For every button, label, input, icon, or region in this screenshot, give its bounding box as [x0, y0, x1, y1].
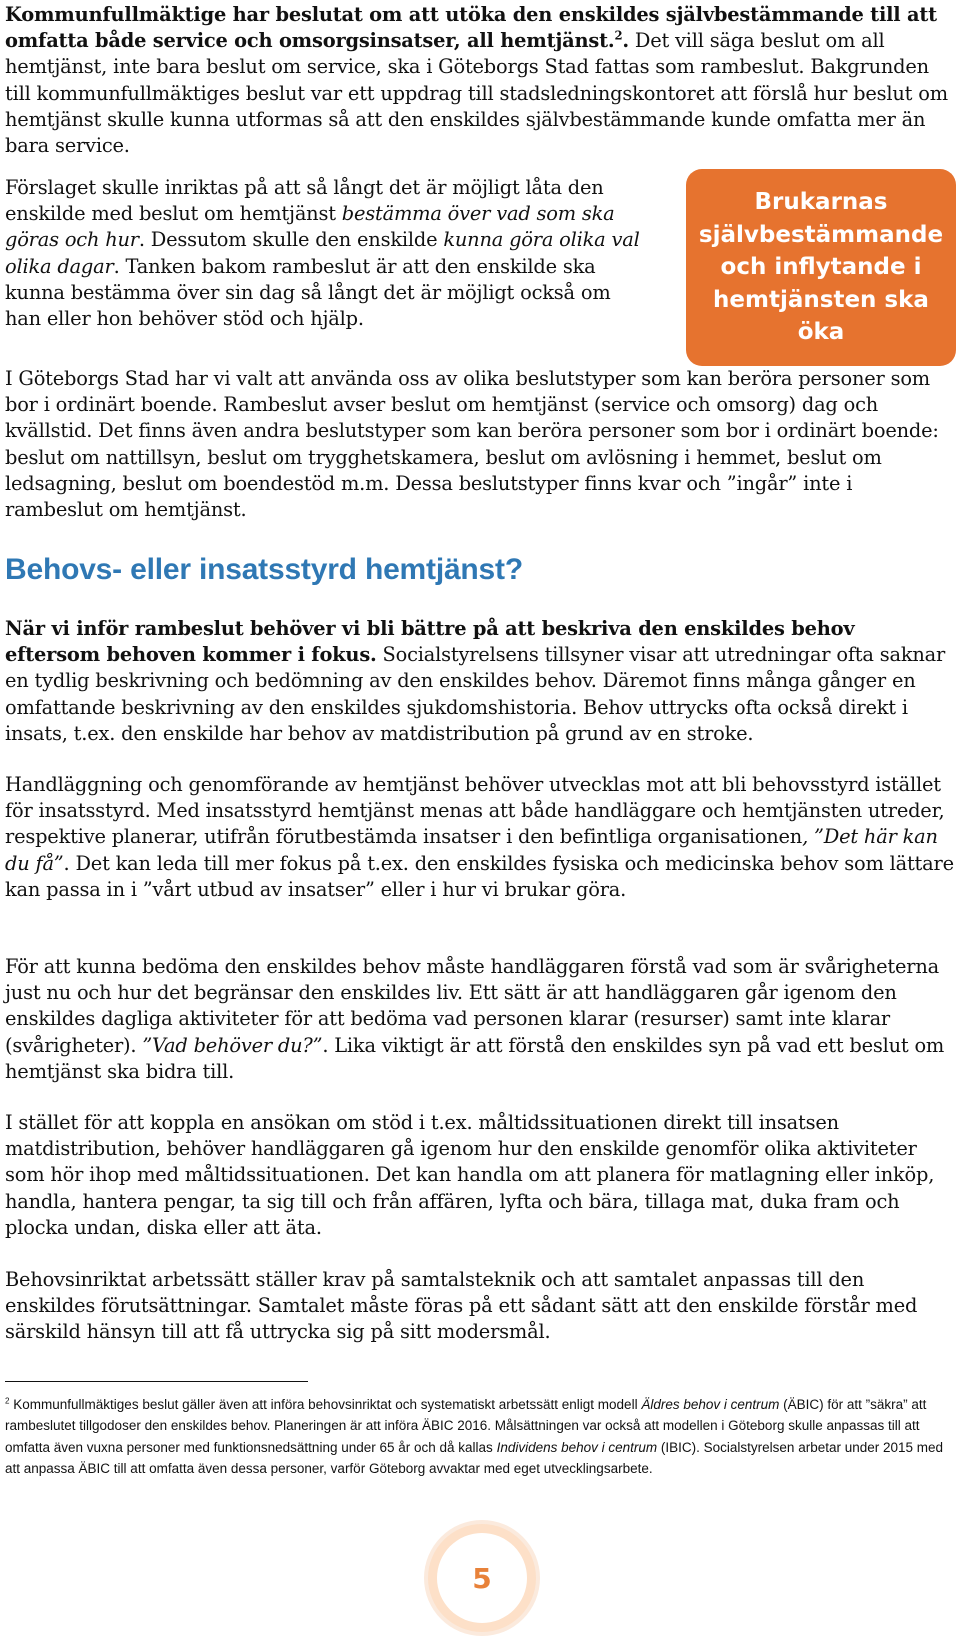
footnote-text-1: Kommunfullmäktiges beslut gäller även att införa behovsinriktat och systematiskt arbetssätt enligt modell — [9, 1397, 642, 1412]
intro-paragraph — [5, 2, 955, 159]
handling-text-2: . Det kan leda till mer fokus på t.ex. den enskildes fysiska och medicinska behov som lättare kan passa in i ”vårt utbud av insatser” eller i hur vi brukar göra. — [5, 851, 954, 901]
section-heading: Behovs- eller insatsstyrd hemtjänst? — [5, 553, 523, 586]
page-number-badge — [437, 1533, 527, 1623]
needs-text: Socialstyrelsens tillsyner visar att utredningar ofta saknar en tydlig beskrivning och bedömning av den enskildes behov. Däremot finns många gånger en omfattande beskrivning av den enskildes sjukdomshistoria. Behov uttrycks ofta också direkt i insats, t.ex. den enskilde har behov av matdistribution på grund av en stroke. — [5, 643, 946, 745]
proposal-italic-2: kunna göra olika val olika dagar — [5, 228, 640, 278]
intro-bold-end: . — [622, 29, 629, 53]
handling-text-1: Handläggning och genomförande av hemtjänst behöver utvecklas mot att bli behovsstyrd istället för insatsstyrd. Med insatsstyrd hemtjänst menas att både handläggare och hemtjänsten utreder, respektive planerar, utifrån förutbestämda insatser i den befintliga organisationen — [5, 773, 945, 849]
footnote-text-3: (IBIC). Socialstyrelsen arbetar under 2015 med att anpassa ÄBIC till att omfatta även dessa personer, varför Göteborg avvaktar med eget utvecklingsarbete. — [5, 1439, 944, 1476]
proposal-italic-1: bestämma över vad som ska göras och hur — [5, 202, 615, 252]
proposal-text-1: Förslaget skulle inriktas på att så långt det är möjligt låta den enskilde med beslut om hemtjänst — [5, 176, 604, 226]
footnote-divider — [5, 1381, 308, 1382]
method-paragraph — [5, 1267, 955, 1346]
callout-text: Brukarnas självbestämmande och inflytande i hemtjänsten ska öka — [698, 189, 944, 346]
proposal-paragraph — [5, 175, 645, 332]
handling-paragraph — [5, 772, 955, 903]
footnote-italic-2: Individens behov i centrum — [496, 1439, 658, 1455]
footnote — [5, 1394, 955, 1479]
footnote-number: 2 — [5, 1396, 10, 1406]
callout-box — [686, 169, 956, 366]
proposal-text-2: . Dessutom skulle den enskilde — [138, 228, 444, 252]
footnote-reference: 2 — [614, 28, 623, 43]
footnote-italic-1: Äldres behov i centrum — [641, 1397, 780, 1412]
intro-bold-text: Kommunfullmäktige har beslutat om att utöka den enskildes självbestämmande till att omfatta både service och omsorgsinsatser, all hemtjänst. — [5, 3, 937, 53]
assessment-text-1: För att kunna bedöma den enskildes behov måste handläggaren förstå vad som är svårigheterna just nu och hur det begränsar den enskildes liv. Ett sätt är att handläggaren går igenom den enskildes dagliga aktiviteter för att bedöma vad personen klarar (resurser) samt inte klarar (svårigheter). — [5, 955, 939, 1057]
assessment-text-2: . Lika viktigt är att förstå den enskildes syn på vad ett beslut om hemtjänst ska bidra till. — [5, 1033, 945, 1083]
decision-types-paragraph — [5, 366, 955, 523]
assessment-paragraph — [5, 954, 955, 1085]
footnote-text-2: (ÄBIC) för att ”säkra” att rambeslutet tillgodoser den enskildes behov. Planeringen är att införa ÄBIC 2016. Målsättningen var också att modellen i Göteborg skulle anpassas till att omfatta även vuxna personer med funktionsnedsättning under 65 år och då kallas — [5, 1397, 927, 1455]
meals-text: I stället för att koppla en ansökan om stöd i t.ex. måltidssituationen direkt till insatsen matdistribution, behöver handläggaren gå igenom hur den enskilde genomför olika aktiviteter som hör ihop med måltidssituationen. Det kan handla om att planera för matlagning eller inköp, handla, hantera pengar, ta sig till och från affären, lyfta och bära, tillaga mat, duka fram och plocka undan, diska eller att äta. — [5, 1111, 935, 1239]
assessment-italic-1: ”Vad behöver du?” — [142, 1033, 323, 1057]
page-number: 5 — [472, 1561, 492, 1595]
proposal-text-3: . Tanken bakom rambeslut är att den enskilde ska kunna bestämma över sin dag så långt det är möjligt också om han eller hon behöver stöd och hjälp. — [5, 254, 611, 331]
intro-text: Det vill säga beslut om all hemtjänst, inte bara beslut om service, ska i Göteborgs Stad fattas som rambeslut. Bakgrunden till kommunfullmäktiges beslut var ett uppdrag till stadsledningskontoret att förslå hur beslut om hemtjänst skulle kunna utformas så att den enskildes självbestämmande kunde omfatta mer än bara service. — [5, 29, 948, 158]
needs-paragraph — [5, 616, 955, 747]
decision-types-text: I Göteborgs Stad har vi valt att använda oss av olika beslutstyper som kan beröra personer som bor i ordinärt boende. Rambeslut avser beslut om hemtjänst (service och omsorg) dag och kvällstid. Det finns även andra beslutstyper som kan beröra personer som bor i ordinärt boende: beslut om nattillsyn, beslut om trygghetskamera, beslut om avlösning i hemmet, beslut om ledsagning, beslut om boendestöd m.m. Dessa beslutstyper finns kvar och ”ingår” inte i rambeslut om hemtjänst. — [5, 367, 939, 522]
handling-italic-1: , ”Det här kan du få” — [5, 825, 938, 875]
meals-paragraph — [5, 1110, 955, 1241]
method-text: Behovsinriktat arbetssätt ställer krav på samtalsteknik och att samtalet anpassas till den enskildes förutsättningar. Samtalet måste föras på ett sådant sätt att den enskilde förstår med särskild hänsyn till att få uttrycka sig på sitt modersmål. — [5, 1268, 918, 1344]
needs-bold-text: När vi inför rambeslut behöver vi bli bättre på att beskriva den enskildes behov eftersom behoven kommer i fokus. — [5, 617, 855, 667]
